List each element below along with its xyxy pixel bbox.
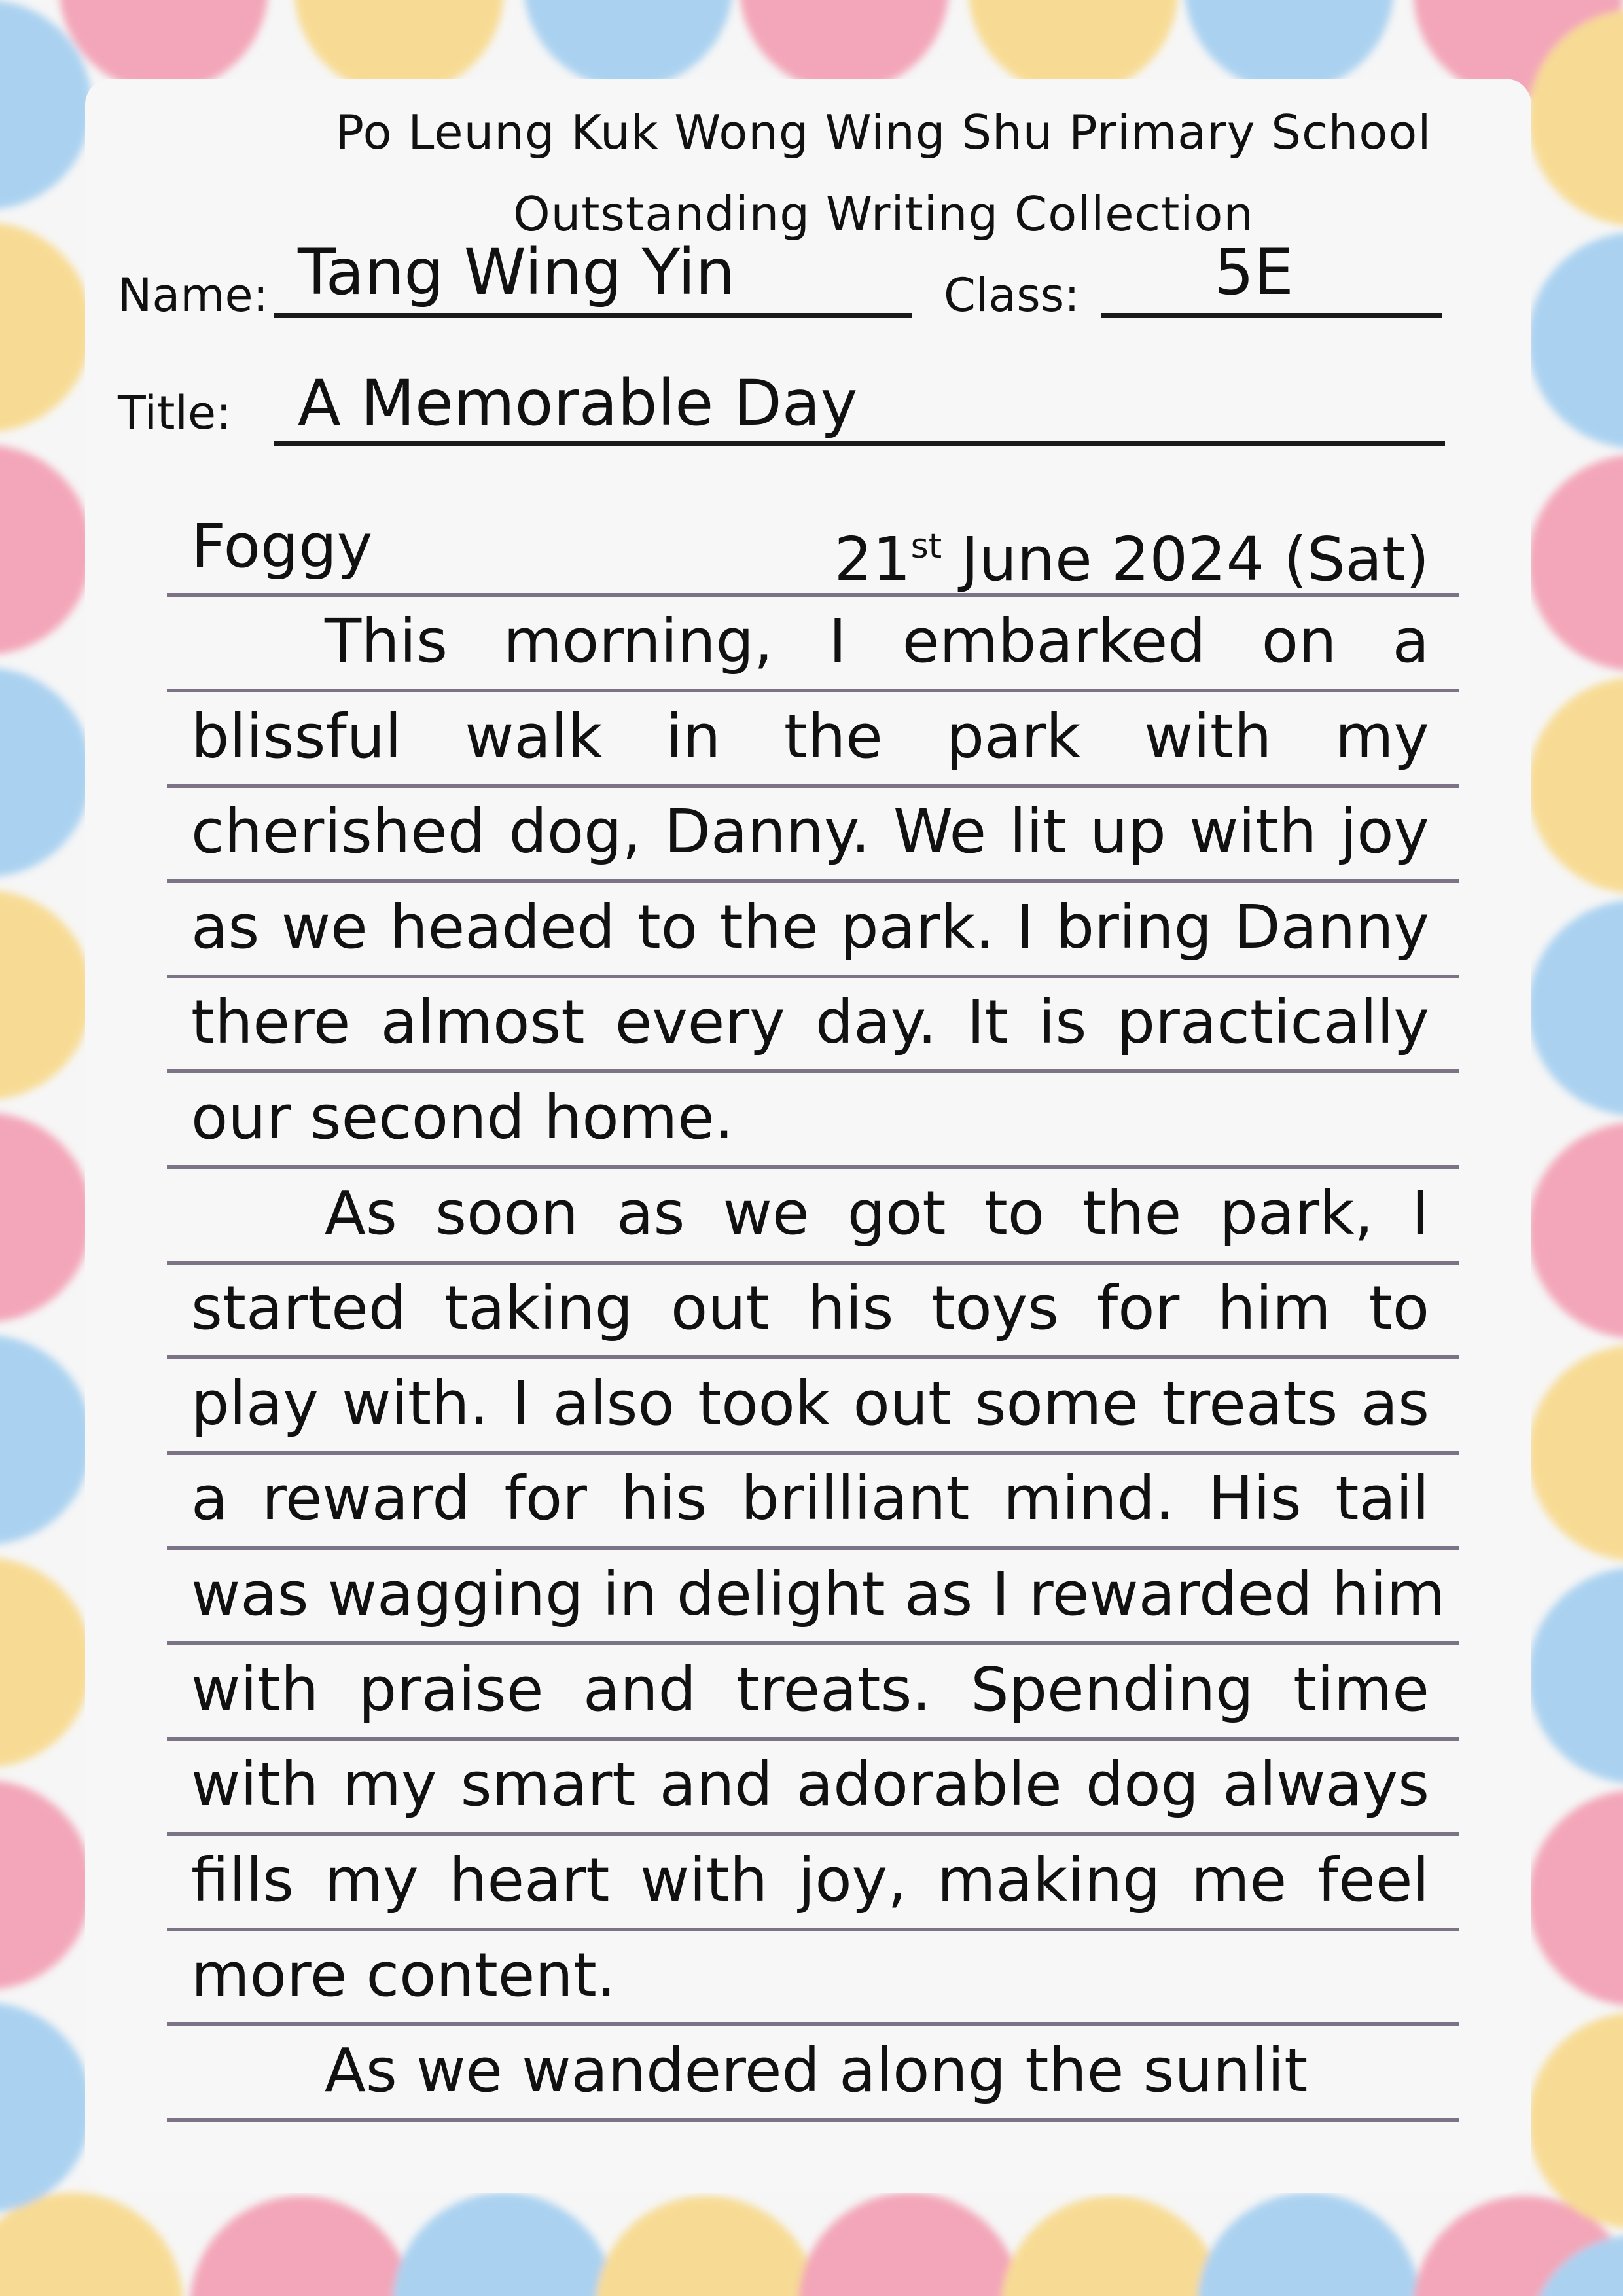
watercolor-dot <box>0 668 92 877</box>
watercolor-dot <box>1528 455 1623 671</box>
date-suffix: st <box>910 527 942 566</box>
diary-line: more content. <box>191 1940 616 2011</box>
ruled-line <box>167 1928 1459 1931</box>
diary-line: there almost every day. It is practically <box>191 987 1429 1058</box>
watercolor-dot <box>190 2196 412 2296</box>
watercolor-dot <box>1528 232 1623 448</box>
diary-line: cherished dog, Danny. We lit up with joy <box>191 797 1429 867</box>
watercolor-dot <box>1528 2013 1623 2229</box>
watercolor-dot <box>1528 1345 1623 1561</box>
ruled-line <box>167 1355 1459 1359</box>
diary-line: As we wandered along the sunlit <box>325 2036 1308 2106</box>
watercolor-dot <box>1528 1790 1623 2006</box>
watercolor-dot <box>0 1113 92 1322</box>
watercolor-dot <box>0 223 92 432</box>
watercolor-dot <box>1528 900 1623 1116</box>
diary-line: was wagging in delight as I rewarded him <box>191 1559 1446 1629</box>
ruled-line <box>167 689 1459 692</box>
watercolor-dot <box>596 2196 818 2296</box>
diary-line: our second home. <box>191 1083 734 1153</box>
ruled-line <box>167 1546 1459 1550</box>
class-value: 5E <box>1214 236 1294 309</box>
watercolor-dot <box>798 2193 1021 2296</box>
name-underline <box>274 313 912 318</box>
class-label: Class: <box>944 268 1080 322</box>
watercolor-dot <box>59 0 268 92</box>
watercolor-dot <box>0 1780 92 1990</box>
watercolor-dot <box>0 2003 92 2212</box>
watercolor-dot <box>0 1335 92 1545</box>
diary-line: As soon as we got to the park, I <box>325 1177 1429 1248</box>
diary-line: play with. I also took out some treats as <box>191 1368 1429 1439</box>
collection-title: Outstanding Writing Collection <box>512 187 1255 242</box>
watercolor-dot <box>1528 1568 1623 1784</box>
school-name: Po Leung Kuk Wong Wing Shu Primary School <box>335 105 1432 160</box>
ruled-line <box>167 2118 1459 2122</box>
ruled-line <box>167 784 1459 788</box>
title-label: Title: <box>118 386 232 440</box>
watercolor-dot <box>0 445 92 655</box>
watercolor-dot <box>1185 0 1394 92</box>
diary-line: with my smart and adorable dog always <box>191 1749 1429 1820</box>
watercolor-dot <box>740 0 949 92</box>
watercolor-dot <box>393 2193 615 2296</box>
diary-line: as we headed to the park. I bring Danny <box>191 891 1429 962</box>
ruled-line <box>167 1165 1459 1169</box>
watercolor-dot <box>0 890 92 1100</box>
diary-line: a reward for his brilliant mind. His tail <box>191 1463 1429 1534</box>
watercolor-dot <box>0 1558 92 1767</box>
watercolor-dot <box>1198 2193 1420 2296</box>
diary-line: blissful walk in the park with my <box>191 701 1429 772</box>
ruled-line <box>167 1832 1459 1836</box>
title-underline <box>274 441 1445 446</box>
class-underline <box>1101 313 1442 318</box>
watercolor-dot <box>1528 677 1623 893</box>
ruled-line <box>167 1737 1459 1741</box>
date-day: 21 <box>834 524 911 594</box>
ruled-line <box>167 975 1459 978</box>
title-value: A Memorable Day <box>298 367 858 440</box>
diary-line: started taking out his toys for him to <box>191 1273 1429 1344</box>
diary-line: This morning, I embarked on a <box>325 606 1429 676</box>
ruled-line <box>167 2022 1459 2026</box>
watercolor-dot <box>1528 1122 1623 1338</box>
ruled-line <box>167 1261 1459 1265</box>
watercolor-dot <box>524 0 733 88</box>
ruled-line <box>167 593 1459 597</box>
name-value: Tang Wing Yin <box>298 236 736 309</box>
ruled-line <box>167 1451 1459 1455</box>
diary-line: with praise and treats. Spending time <box>191 1654 1429 1725</box>
weather: Foggy <box>191 511 373 581</box>
name-label: Name: <box>118 268 269 322</box>
ruled-line <box>167 879 1459 883</box>
ruled-line <box>167 1069 1459 1073</box>
watercolor-dot <box>1001 2196 1224 2296</box>
diary-line: fills my heart with joy, making me feel <box>191 1844 1429 1915</box>
ruled-line <box>167 1641 1459 1645</box>
diary-date <box>834 507 1429 599</box>
date-rest: June 2024 (Sat) <box>961 524 1429 594</box>
